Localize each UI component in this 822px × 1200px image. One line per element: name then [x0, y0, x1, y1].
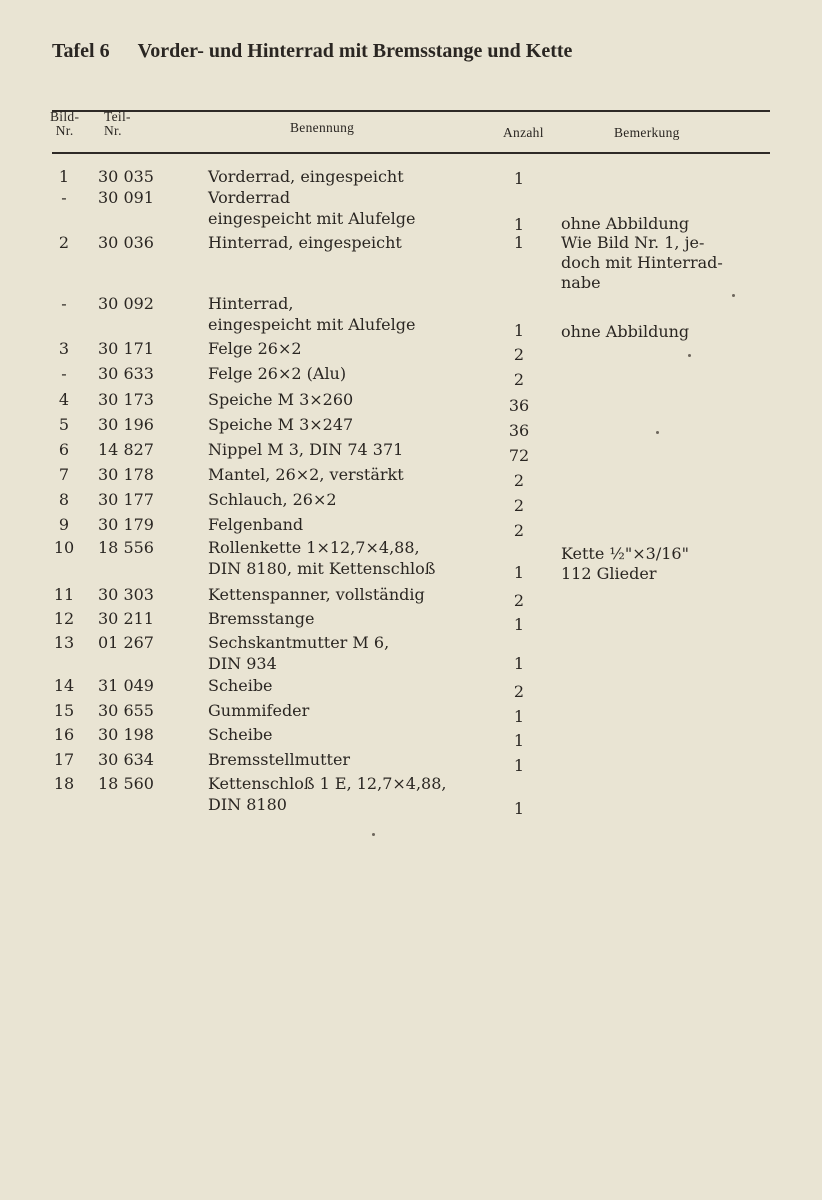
benennung-line: eingespeicht mit Alufelge: [208, 209, 416, 228]
bild-nr: 15: [53, 701, 75, 720]
anzahl: 72: [508, 446, 530, 465]
teil-nr: 30 179: [98, 515, 154, 534]
teil-nr: 30 173: [98, 390, 154, 409]
benennung-line: Kettenspanner, vollständig: [208, 585, 425, 604]
benennung-line: Bremsstellmutter: [208, 750, 351, 769]
teil-nr: 30 035: [98, 167, 154, 186]
teil-nr: 30 036: [98, 233, 154, 252]
benennung-line: Hinterrad,: [208, 294, 294, 313]
bemerkung-line: ohne Abbildung: [561, 214, 690, 233]
teil-nr: 30 655: [98, 701, 154, 720]
bild-nr: 14: [53, 676, 75, 695]
paper-speck: [656, 431, 659, 434]
anzahl: 2: [513, 521, 525, 540]
bild-nr: 11: [53, 585, 75, 604]
anzahl: 1: [513, 563, 525, 582]
benennung-line: Felgenband: [208, 515, 304, 534]
bild-nr: 4: [58, 390, 70, 409]
bild-nr: 1: [58, 167, 70, 186]
anzahl: 1: [513, 215, 525, 234]
teil-nr: 30 633: [98, 364, 154, 383]
bild-nr: -: [61, 364, 67, 383]
benennung-line: Rollenkette 1×12,7×4,88,: [208, 538, 420, 557]
teil-nr: 01 267: [98, 633, 154, 652]
anzahl: 1: [513, 321, 525, 340]
anzahl: 1: [513, 707, 525, 726]
header-bild: Bild- Nr.: [50, 109, 80, 138]
title-label: Tafel 6: [52, 40, 110, 62]
bild-nr: 5: [58, 415, 70, 434]
teil-nr: 30 634: [98, 750, 154, 769]
header-benennung: Benennung: [290, 120, 355, 135]
teil-nr: 18 560: [98, 774, 154, 793]
benennung-line: Felge 26×2: [208, 339, 302, 358]
bild-nr: 2: [58, 233, 70, 252]
anzahl: 1: [513, 615, 525, 634]
teil-nr: 18 556: [98, 538, 154, 557]
bild-nr: 18: [53, 774, 75, 793]
bild-nr: 7: [58, 465, 70, 484]
benennung-line: DIN 8180, mit Kettenschloß: [208, 559, 436, 578]
anzahl: 36: [508, 421, 530, 440]
anzahl: 1: [513, 799, 525, 818]
anzahl: 1: [513, 169, 525, 188]
benennung-line: DIN 8180: [208, 795, 287, 814]
bild-nr: 17: [53, 750, 75, 769]
paper-speck: [732, 294, 735, 297]
teil-nr: 14 827: [98, 440, 154, 459]
bemerkung-line: ohne Abbildung: [561, 322, 690, 341]
bild-nr: 3: [58, 339, 70, 358]
teil-nr: 30 198: [98, 725, 154, 744]
teil-nr: 30 092: [98, 294, 154, 313]
title-text: Vorder- und Hinterrad mit Bremsstange und Kette: [137, 40, 573, 62]
paper-speck: [688, 354, 691, 357]
bemerkung-line: Wie Bild Nr. 1, je-: [561, 233, 705, 252]
bemerkung-line: nabe: [561, 273, 601, 292]
bild-nr: 8: [58, 490, 70, 509]
benennung-line: Vorderrad: [208, 188, 291, 207]
teil-nr: 31 049: [98, 676, 154, 695]
bild-nr: -: [61, 294, 67, 313]
anzahl: 2: [513, 591, 525, 610]
bemerkung-line: Kette ½"×3/16": [561, 544, 689, 563]
benennung-line: eingespeicht mit Alufelge: [208, 315, 416, 334]
bild-nr: 16: [53, 725, 75, 744]
benennung-line: Vorderrad, eingespeicht: [208, 167, 404, 186]
benennung-line: Speiche M 3×247: [208, 415, 354, 434]
bild-nr: 12: [53, 609, 75, 628]
bemerkung-line: doch mit Hinterrad-: [561, 253, 723, 272]
bild-nr: 6: [58, 440, 70, 459]
anzahl: 36: [508, 396, 530, 415]
anzahl: 2: [513, 345, 525, 364]
anzahl: 1: [513, 731, 525, 750]
teil-nr: 30 177: [98, 490, 154, 509]
header-teil: Teil- Nr.: [104, 109, 131, 138]
benennung-line: Kettenschloß 1 E, 12,7×4,88,: [208, 774, 447, 793]
teil-nr: 30 091: [98, 188, 154, 207]
bild-nr: 9: [58, 515, 70, 534]
bemerkung-line: 112 Glieder: [561, 564, 657, 583]
header-anzahl: Anzahl: [503, 125, 544, 140]
benennung-line: Scheibe: [208, 676, 273, 695]
header-bemerkung: Bemerkung: [614, 125, 680, 140]
benennung-line: Mantel, 26×2, verstärkt: [208, 465, 404, 484]
anzahl: 2: [513, 682, 525, 701]
anzahl: 1: [513, 233, 525, 252]
benennung-line: Gummifeder: [208, 701, 310, 720]
anzahl: 1: [513, 756, 525, 775]
benennung-line: Scheibe: [208, 725, 273, 744]
benennung-line: Sechskantmutter M 6,: [208, 633, 390, 652]
teil-nr: 30 211: [98, 609, 154, 628]
teil-nr: 30 171: [98, 339, 154, 358]
teil-nr: 30 196: [98, 415, 154, 434]
benennung-line: Hinterrad, eingespeicht: [208, 233, 402, 252]
anzahl: 2: [513, 370, 525, 389]
bild-nr: -: [61, 188, 67, 207]
anzahl: 1: [513, 654, 525, 673]
paper-speck: [372, 833, 375, 836]
bild-nr: 10: [53, 538, 75, 557]
benennung-line: Speiche M 3×260: [208, 390, 354, 409]
bild-nr: 13: [53, 633, 75, 652]
benennung-line: Bremsstange: [208, 609, 315, 628]
teil-nr: 30 303: [98, 585, 154, 604]
anzahl: 2: [513, 496, 525, 515]
anzahl: 2: [513, 471, 525, 490]
benennung-line: Nippel M 3, DIN 74 371: [208, 440, 404, 459]
benennung-line: Schlauch, 26×2: [208, 490, 337, 509]
benennung-line: DIN 934: [208, 654, 277, 673]
benennung-line: Felge 26×2 (Alu): [208, 364, 347, 383]
teil-nr: 30 178: [98, 465, 154, 484]
